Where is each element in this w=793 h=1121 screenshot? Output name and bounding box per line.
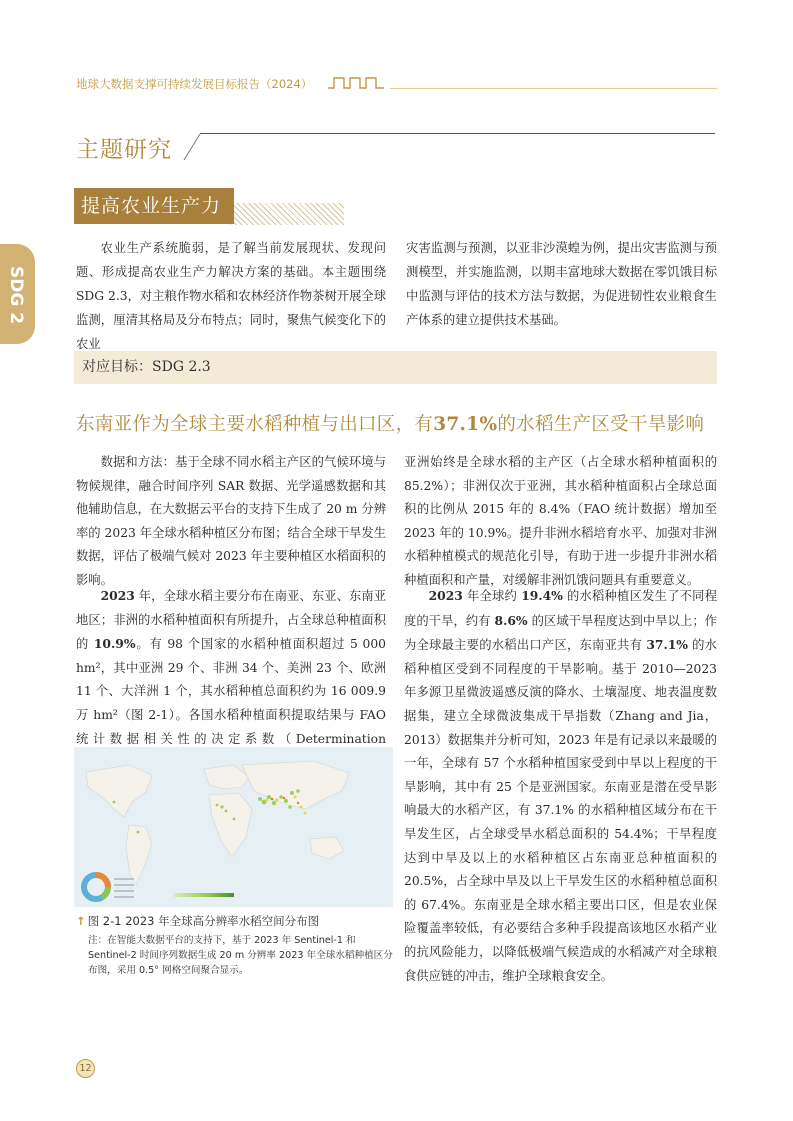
topic-title: 提高农业生产力 bbox=[74, 188, 234, 224]
intro-right-text: 灾害监测与预测，以亚非沙漠蝗为例，提出灾害监测与预测模型，并实施监测，以期丰富地球大数据在零饥饿目标中监测与评估的技术方法与数据，为促进韧性农业粮食生产体系的建立提供技术基础。 bbox=[406, 241, 717, 327]
sdg-side-tab-label: SDG 2 bbox=[6, 266, 26, 325]
right-paragraph-2: 2023 年全球约 19.4% 的水稻种植区发生了不同程度的干旱，约有 8.6% 的区域干旱程度达到中旱以上；作为全球最主要的水稻出口产区，东南亚共有 37.1% 的水稻种植区受到不同程度的干旱影响。基于 2010—2023 年多源卫星微波遥感反演的降水、土壤湿度、地表温度数据集，建立全球微波集成干旱指数（Zhang and Jia，2013）数据集并分析可知，2023 年是有记录以来最暖的一年，全球有 57 个水稻种植国家受到中旱以上程度的干旱影响，其中有 25 个是亚洲国家。东南亚是潜在受旱影响最大的水稻产区，有 37.1% 的水稻种植区域分布在干旱发生区，占全球受旱水稻总面积的 54.4%；干旱程度达到中旱及以上的水稻种植区占东南亚总种植面积的 20.5%，占全球中旱及以上干旱发生区的水稻种植总面积的 67.4%。东南亚是全球水稻主要出口区，但是农业保险覆盖率较低，有必要结合多种手段提高该地区水稻产业的抗风险能力，以降低极端气候造成的水稻减产对全球粮食供应链的冲击，维护全球粮食安全。 bbox=[404, 588, 717, 983]
right-p2-drought-share: 19.4% bbox=[521, 588, 563, 603]
right-p2-year: 2023 bbox=[428, 588, 463, 603]
section-title-slash bbox=[180, 132, 204, 162]
world-map-graphic bbox=[74, 747, 393, 907]
right-p2-moderate-drought: 8.6% bbox=[494, 612, 528, 628]
page-number: 12 bbox=[76, 1059, 95, 1078]
left-p2-africa-share: 10.9% bbox=[93, 636, 136, 652]
right-p2-sea-share: 37.1% bbox=[646, 637, 688, 653]
topic-title-shadow bbox=[230, 203, 344, 225]
section-title: 主题研究 bbox=[76, 137, 172, 163]
section-rule bbox=[200, 133, 715, 134]
target-bar: 对应目标：SDG 2.3 bbox=[74, 351, 717, 384]
headline bbox=[76, 410, 704, 436]
left-paragraph-1: 数据和方法：基于全球不同水稻主产区的气候环境与物候规律，融合时间序列 SAR 数据、光学遥感数据和其他辅助信息，在大数据云平台的支持下生成了 20 m 分辨率的 2023 年全球水稻种植区分布图；结合全球干旱发生数据，评估了极端气候对 2023 年主要种植区水稻面积的影响。 bbox=[76, 455, 386, 587]
caption-arrow-icon: ↑ bbox=[76, 914, 86, 928]
figure-caption: ↑ 图 2-1 2023 年全球高分辨率水稻空间分布图 bbox=[76, 914, 320, 928]
headline-highlight: 37.1% bbox=[433, 414, 498, 435]
header-rule bbox=[390, 88, 717, 89]
headline-suffix: 的水稻生产区受干旱影响 bbox=[497, 414, 705, 435]
headline-prefix: 东南亚作为全球主要水稻种植与出口区，有 bbox=[76, 414, 434, 435]
left-paragraph-2: 2023 年，全球水稻主要分布在南亚、东亚、东南亚地区；非洲的水稻种植面积有所提升，占全球总种植面积的 10.9%。有 98 个国家的水稻种植面积超过 5 000 hm²，其中亚洲 29 个、非洲 34 个、美洲 23 个、欧洲 11 个、大洋洲 1 个，其水稻种植总面积约为 16 009.9 万 hm²（图 2-1）。各国水稻种植面积提取结果与 FAO 统计数据相关性的决定系数（Determination bbox=[76, 588, 386, 746]
report-title: 地球大数据支撑可持续发展目标报告（2024） bbox=[76, 77, 313, 91]
header-decoration bbox=[328, 74, 390, 92]
right-paragraph-1: 亚洲始终是全球水稻的主产区（占全球水稻种植面积的 85.2%）；非洲仅次于亚洲，其水稻种植面积占全球总面积的比例从 2015 年的 8.4%（FAO 统计数据）增加至 2023 年的 10.9%。提升非洲水稻培育水平、加强对非洲水稻种植模式的规范化引导，有助于进一步提升非洲水稻种植面积和产量，对缓解非洲饥饿问题具有重要意义。 bbox=[404, 455, 717, 587]
intro-left-text: 农业生产系统脆弱，是了解当前发展现状、发现问题、形成提高农业生产力解决方案的基础。本主题围绕 SDG 2.3，对主粮作物水稻和农林经济作物茶树开展全球监测，厘清其格局及分布特点；同时，聚焦气候变化下的农业 bbox=[76, 241, 386, 351]
sdg-side-tab bbox=[0, 244, 35, 344]
left-p2-year: 2023 bbox=[100, 588, 135, 603]
global-rice-map bbox=[74, 747, 393, 907]
figure-note: 注：在智能大数据平台的支持下，基于 2023 年 Sentinel-1 和 Sentinel-2 时间序列数据生成 20 m 分辨率 2023 年全球水稻种植区分布图，采用 0.5° 网格空间聚合显示。 bbox=[88, 935, 393, 976]
